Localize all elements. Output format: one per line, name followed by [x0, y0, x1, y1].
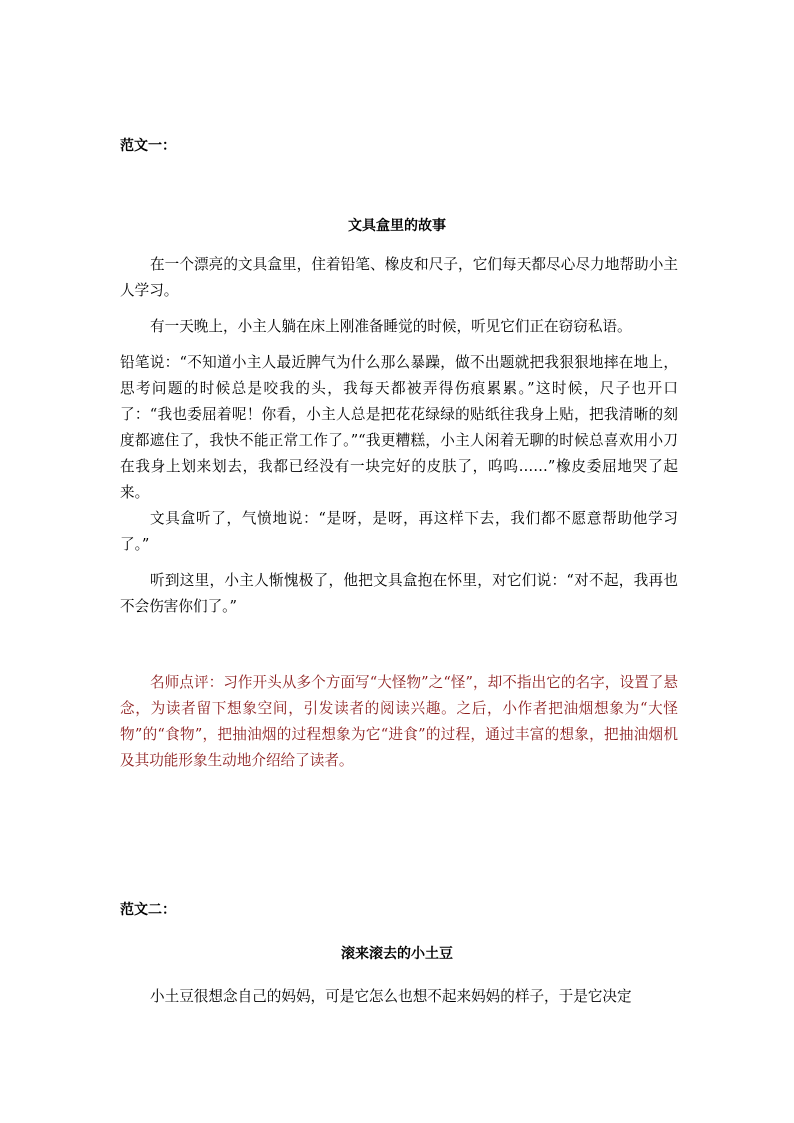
sample-1-paragraph-5: 听到这里，小主人惭愧极了，他把文具盒抱在怀里，对它们说：“对不起，我再也不会伤害你们了。”: [120, 572, 678, 615]
sample-1-title: 文具盒里的故事: [348, 218, 446, 234]
sample-1-paragraph-3: 铅笔说：“不知道小主人最近脾气为什么那么暴躁，做不出题就把我狠狠地摔在地上，思考问题的时候总是咬我的头，我每天都被弄得伤痕累累。”这时候，尺子也开口了：“我也委屈着呢！你看，小主人总是把花花绿绿的贴纸往我身上贴，把我清晰的刻度都遮住了，我快不能正常工作了。”“我更糟糕，小主人闲着无聊的时候总喜欢用小刀在我身上划来划去，我都已经没有一块完好的皮肤了，呜呜……”橡皮委屈地哭了起来。: [120, 354, 678, 501]
sample-1-paragraph-1: 在一个漂亮的文具盒里，住着铅笔、橡皮和尺子，它们每天都尽心尽力地帮助小主人学习。: [120, 256, 678, 299]
teacher-comment: 名师点评：习作开头从多个方面写“大怪物”之“怪”，却不指出它的名字，设置了悬念，为读者留下想象空间，引发读者的阅读兴趣。之后，小作者把油烟想象为“大怪物”的“食物”，把抽油烟的过程想象为它“进食”的过程，通过丰富的想象，把抽油烟机及其功能形象生动地介绍给了读者。: [120, 674, 678, 769]
sample-2-paragraph-1: 小土豆很想念自己的妈妈，可是它怎么也想不起来妈妈的样子，于是它决定: [150, 988, 632, 1005]
sample-1-heading: 范文一：: [120, 138, 176, 154]
sample-1-paragraph-4: 文具盒听了，气愤地说：“是呀，是呀，再这样下去，我们都不愿意帮助他学习了。”: [120, 510, 678, 553]
sample-2-heading: 范文二：: [120, 902, 176, 918]
sample-1-paragraph-2: 有一天晚上，小主人躺在床上刚准备睡觉的时候，听见它们正在窃窃私语。: [150, 318, 632, 335]
sample-2-title: 滚来滚去的小土豆: [341, 946, 453, 962]
